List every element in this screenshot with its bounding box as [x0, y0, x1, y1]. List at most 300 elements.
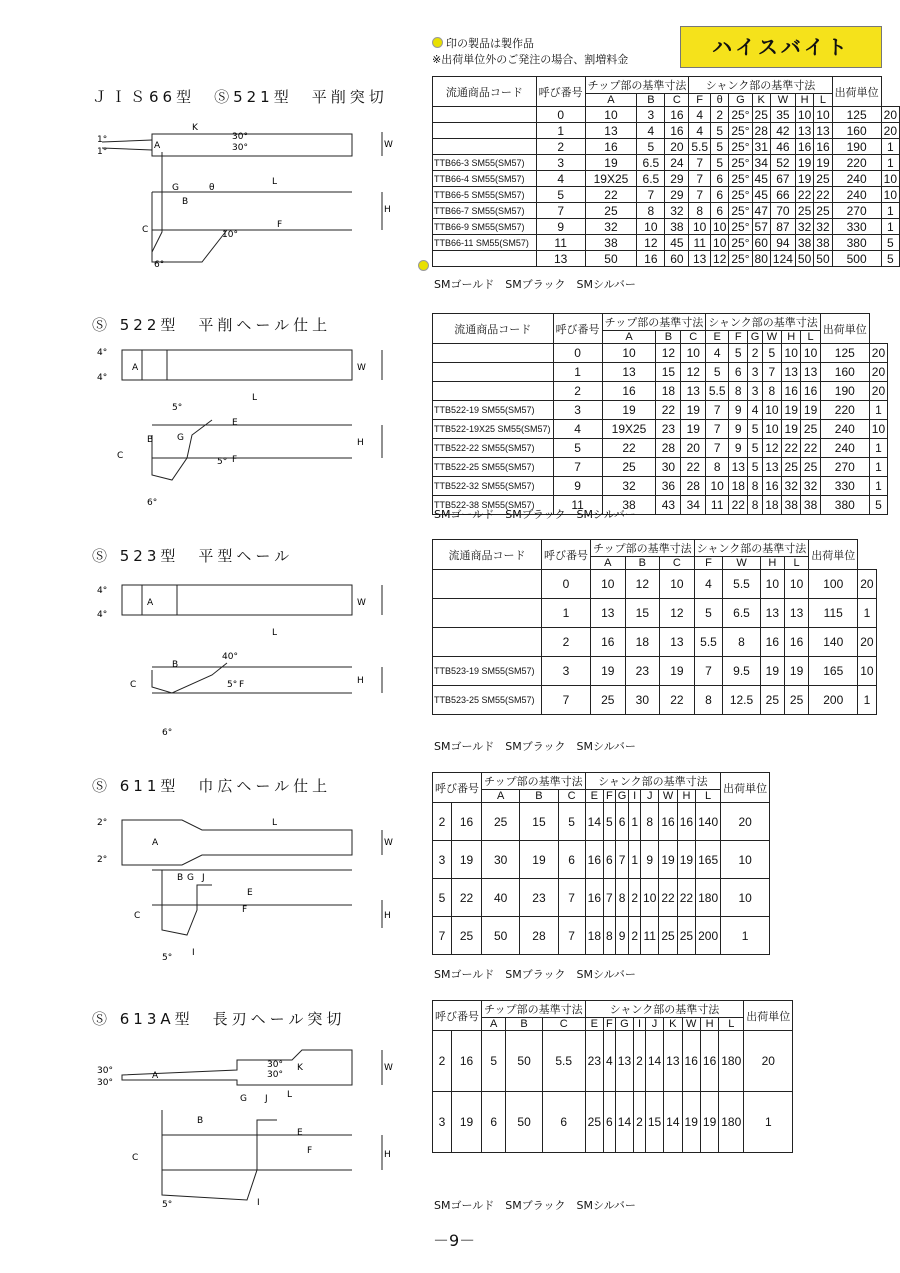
table-cell: 10 [801, 344, 820, 363]
table-cell: 20 [665, 139, 689, 155]
table-cell: 4 [694, 570, 723, 599]
table-cell: 22 [814, 187, 832, 203]
table-cell: 16 [665, 123, 689, 139]
table-cell: 2 [634, 1092, 646, 1153]
table-cell: 19 [591, 657, 626, 686]
table-cell: TTB523-25 SM55(SM57) [433, 686, 542, 715]
table-cell: 29 [665, 171, 689, 187]
table-cell: 22 [677, 879, 695, 917]
table-cell: 6 [711, 187, 729, 203]
table-cell: 25° [729, 139, 752, 155]
table-cell: 2 [433, 803, 452, 841]
table-cell: 38 [782, 496, 801, 515]
table-cell: 11 [706, 496, 729, 515]
table-cell: 23 [585, 1031, 603, 1092]
svg-text:B: B [147, 435, 154, 445]
svg-text:B: B [172, 660, 179, 670]
table-cell: 13 [795, 123, 813, 139]
svg-text:A: A [147, 598, 154, 608]
table-cell: 190 [820, 382, 869, 401]
table-cell: 28 [681, 477, 706, 496]
table-cell: 7 [706, 401, 729, 420]
table-cell: 240 [832, 187, 881, 203]
table-cell: 70 [770, 203, 795, 219]
table-cell: 7 [558, 879, 585, 917]
table-cell: 10 [591, 570, 626, 599]
table-cell: 16 [452, 803, 482, 841]
svg-text:30°: 30° [97, 1066, 113, 1076]
table-cell: 10 [782, 344, 801, 363]
table-cell: 3 [542, 657, 591, 686]
table-cell: 19 [760, 657, 784, 686]
table-cell: 19X25 [602, 420, 656, 439]
table-cell: 10 [641, 879, 659, 917]
table-cell: 22 [452, 879, 482, 917]
table-cell: 15 [645, 1092, 663, 1153]
table-cell: 7 [689, 171, 711, 187]
table-cell: 5 [433, 879, 452, 917]
table-cell: 25° [729, 155, 752, 171]
svg-text:G: G [240, 1094, 247, 1104]
table-cell: 10 [721, 879, 770, 917]
svg-text:I: I [192, 948, 195, 958]
svg-text:B: B [182, 197, 189, 207]
table-cell: 100 [809, 570, 858, 599]
table-cell: 22 [585, 187, 637, 203]
table-cell: 36 [656, 477, 681, 496]
table-cell: 8 [615, 879, 629, 917]
table-cell: 8 [604, 917, 616, 955]
table-cell: 5 [536, 187, 585, 203]
table-cell: 9 [615, 917, 629, 955]
table-row [433, 570, 877, 599]
table-cell: 16 [585, 139, 637, 155]
table-cell: 8 [748, 496, 762, 515]
svg-text:5°: 5° [162, 1200, 173, 1210]
section-title-521: ＪＩＳ66型 Ⓢ521型 平削突切 [92, 88, 388, 106]
table-cell: TTB523-19 SM55(SM57) [433, 657, 542, 686]
table-cell: 200 [696, 917, 721, 955]
table-cell: 20 [881, 123, 899, 139]
table-cell: 10 [660, 570, 695, 599]
table-cell: 1 [869, 477, 887, 496]
table-cell: 13 [689, 251, 711, 267]
svg-text:W: W [384, 838, 393, 848]
table-cell: 25 [801, 458, 820, 477]
table-cell: 9 [729, 439, 748, 458]
table-cell: 3 [748, 382, 762, 401]
svg-text:A: A [152, 1071, 159, 1081]
table-cell: 125 [820, 344, 869, 363]
table-cell: 38 [665, 219, 689, 235]
table-cell: 10 [681, 344, 706, 363]
table-cell: 4 [689, 107, 711, 123]
table-cell: 5 [762, 344, 781, 363]
table-cell: 2 [629, 879, 641, 917]
table-cell [433, 139, 537, 155]
table-cell: 16 [795, 139, 813, 155]
table-cell: 42 [770, 123, 795, 139]
table-cell: 22 [602, 439, 656, 458]
note-521: SMゴールド SMブラック SMシルバー [434, 278, 636, 291]
table-cell: 19 [452, 1092, 482, 1153]
table-cell: 4 [604, 1031, 616, 1092]
table-cell: 19 [682, 1092, 700, 1153]
svg-text:C: C [132, 1153, 139, 1163]
table-cell: 4 [689, 123, 711, 139]
table-cell: 140 [809, 628, 858, 657]
table-cell: 16 [677, 803, 695, 841]
table-cell: 8 [694, 686, 723, 715]
table-cell: 16 [637, 251, 665, 267]
table-cell: 240 [820, 420, 869, 439]
table-cell: 32 [585, 219, 637, 235]
svg-text:G: G [177, 433, 184, 443]
table-cell: 25 [677, 917, 695, 955]
table-cell: 34 [752, 155, 770, 171]
table-cell: 25 [602, 458, 656, 477]
table-row [433, 123, 900, 139]
svg-text:L: L [287, 1090, 293, 1100]
table-cell: 2 [711, 107, 729, 123]
svg-text:W: W [384, 1063, 393, 1073]
svg-text:J: J [202, 873, 205, 883]
svg-text:H: H [357, 438, 364, 448]
table-cell [433, 251, 537, 267]
table-cell: 6.5 [637, 155, 665, 171]
table-cell: 3 [536, 155, 585, 171]
table-cell: 28 [520, 917, 558, 955]
table-cell: 16 [682, 1031, 700, 1092]
table-cell: 25 [784, 686, 808, 715]
table-cell: 3 [637, 107, 665, 123]
section-title-611: Ⓢ 611型 巾広ヘール仕上 [92, 777, 332, 795]
table-cell [433, 570, 542, 599]
table-cell: 25° [729, 107, 752, 123]
table-cell: 7 [689, 155, 711, 171]
table-cell: 46 [770, 139, 795, 155]
svg-text:L: L [272, 177, 278, 187]
table-cell: TTB522-25 SM55(SM57) [433, 458, 554, 477]
table-cell: 50 [814, 251, 832, 267]
table-cell: 1 [629, 803, 641, 841]
table-cell: 80 [752, 251, 770, 267]
table-cell: 5.5 [723, 570, 760, 599]
table-row [433, 219, 900, 235]
table-cell: 240 [820, 439, 869, 458]
table-cell: 4 [637, 123, 665, 139]
table-cell: 12 [656, 344, 681, 363]
table-cell: 14 [664, 1092, 682, 1153]
diagram-611 [92, 810, 412, 970]
table-cell: 330 [832, 219, 881, 235]
table-cell: 25° [729, 171, 752, 187]
table-cell: 9 [729, 401, 748, 420]
table-cell: 40 [482, 879, 520, 917]
svg-text:F: F [277, 220, 283, 230]
svg-text:G: G [172, 183, 179, 193]
svg-text:F: F [239, 680, 245, 690]
table-cell: 22 [782, 439, 801, 458]
table-cell: 20 [681, 439, 706, 458]
table-cell: 2 [629, 917, 641, 955]
table-cell: 25 [795, 203, 813, 219]
svg-text:J: J [265, 1094, 268, 1104]
table-row [433, 439, 888, 458]
table-cell: 10 [814, 107, 832, 123]
table-cell: 220 [820, 401, 869, 420]
table-cell: 5 [711, 155, 729, 171]
diagram-613a [92, 1045, 412, 1215]
table-cell: 6 [604, 1092, 616, 1153]
table-cell: 28 [752, 123, 770, 139]
diagram-523 [92, 575, 412, 740]
table-row [433, 187, 900, 203]
svg-text:F: F [307, 1146, 313, 1156]
table-cell: 25 [585, 203, 637, 219]
table-cell: 10 [869, 420, 887, 439]
diagram-522 [92, 340, 412, 510]
table-row [433, 382, 888, 401]
table-cell: 6 [542, 1092, 585, 1153]
table-cell: 29 [665, 187, 689, 203]
svg-text:θ: θ [209, 183, 215, 193]
table-cell: 16 [585, 841, 603, 879]
table-cell: 270 [820, 458, 869, 477]
svg-text:5°: 5° [172, 403, 183, 413]
category-badge: ハイスバイト [680, 26, 882, 68]
table-row [433, 628, 877, 657]
table-cell: 28 [656, 439, 681, 458]
spec-table-611: 呼び番号 チップ部の基準寸法 シャンク部の基準寸法 出荷単位 A B C E F G I J W H L 2 16 25 15 5 14 5 6 1 8 16 16 140 20 3 19 30 19 6 16 6 7 1 9 19 19 165 10 5 22 40 23 7 16 7 8 2 10 22 22 180 10 7 25 50 28 7 18 8 9 2 11 25 25 200 1 [432, 772, 770, 955]
table-cell: 125 [832, 107, 881, 123]
table-cell: 13 [602, 363, 656, 382]
table-cell: 52 [770, 155, 795, 171]
table-cell: 25 [585, 1092, 603, 1153]
table-cell: 0 [536, 107, 585, 123]
table-cell: 22 [660, 686, 695, 715]
table-cell: 5 [869, 496, 887, 515]
table-cell: 22 [656, 401, 681, 420]
table-cell: 6 [711, 171, 729, 187]
table-cell: 160 [832, 123, 881, 139]
svg-text:A: A [132, 363, 139, 373]
note-523: SMゴールド SMブラック SMシルバー [434, 740, 636, 753]
table-cell: 10 [585, 107, 637, 123]
table-cell: 16 [784, 628, 808, 657]
table-cell [433, 363, 554, 382]
table-cell: 22 [681, 458, 706, 477]
section-title-522: Ⓢ 522型 平削ヘール仕上 [92, 316, 332, 334]
table-cell: 10 [721, 841, 770, 879]
table-cell: 47 [752, 203, 770, 219]
svg-text:F: F [232, 455, 238, 465]
svg-text:4°: 4° [97, 373, 108, 383]
table-cell: 67 [770, 171, 795, 187]
svg-text:L: L [252, 393, 258, 403]
table-cell: 16 [762, 477, 781, 496]
table-cell: 11 [553, 496, 602, 515]
table-cell: 12 [762, 439, 781, 458]
table-cell: 20 [881, 107, 899, 123]
table-cell: 13 [664, 1031, 682, 1092]
table-cell: 18 [729, 477, 748, 496]
table-cell: 5 [553, 439, 602, 458]
table-cell: 22 [729, 496, 748, 515]
table-cell: 10 [689, 219, 711, 235]
table-cell: 270 [832, 203, 881, 219]
table-cell: 9 [641, 841, 659, 879]
table-cell: 0 [553, 344, 602, 363]
table-cell: 6.5 [637, 171, 665, 187]
note-made-to-order: 印の製品は製作品 [446, 37, 534, 50]
table-cell: 19 [784, 657, 808, 686]
svg-text:6°: 6° [147, 498, 158, 508]
table-cell: 5 [482, 1031, 506, 1092]
table-cell: 16 [659, 803, 677, 841]
svg-text:30°: 30° [232, 143, 248, 153]
table-cell: 10 [881, 171, 899, 187]
table-cell: 7 [637, 187, 665, 203]
table-row [433, 203, 900, 219]
table-cell: 19 [681, 420, 706, 439]
table-cell: 5 [881, 235, 899, 251]
table-cell: 190 [832, 139, 881, 155]
table-cell: 30 [656, 458, 681, 477]
svg-text:10°: 10° [222, 230, 238, 240]
yellow-dot-icon [432, 37, 443, 48]
spec-table-523: 流通商品コード 呼び番号 チップ部の基準寸法 シャンク部の基準寸法 出荷単位 A B C F W H L 0 10 12 10 4 5.5 10 10 100 20 1 13 15 12 5 6.5 13 13 115 1 2 16 18 13 5.5 8 16 16 140 20 TTB523-19 SM55(SM57) 3 19 23 19 7 9.5 19 19 165 10 TTB523-25 SM55(SM57) 7 25 30 22 8 12.5 25 25 200 1 [432, 539, 877, 715]
table-cell: 16 [760, 628, 784, 657]
table-cell: 165 [809, 657, 858, 686]
table-cell: 12.5 [723, 686, 760, 715]
table-cell: 2 [433, 1031, 452, 1092]
table-cell [433, 628, 542, 657]
svg-text:40°: 40° [222, 652, 238, 662]
table-cell: TTB66-4 SM55(SM57) [433, 171, 537, 187]
table-cell: 25 [591, 686, 626, 715]
table-cell: 14 [585, 803, 603, 841]
table-cell: 18 [656, 382, 681, 401]
table-cell: TTB522-32 SM55(SM57) [433, 477, 554, 496]
table-cell: 7 [536, 203, 585, 219]
table-cell: 12 [625, 570, 660, 599]
table-cell: 8 [762, 382, 781, 401]
table-cell: 16 [602, 382, 656, 401]
table-cell: 16 [700, 1031, 718, 1092]
table-cell: 60 [752, 235, 770, 251]
table-cell: 13 [729, 458, 748, 477]
table-cell: 124 [770, 251, 795, 267]
table-cell: 19 [801, 401, 820, 420]
table-cell: TTB522-19X25 SM55(SM57) [433, 420, 554, 439]
table-cell: TTB66-9 SM55(SM57) [433, 219, 537, 235]
note-surcharge: ※出荷単位外のご発注の場合、割増料金 [432, 53, 629, 66]
table-cell: 14 [645, 1031, 663, 1092]
table-cell: 6 [711, 203, 729, 219]
table-cell: 4 [748, 401, 762, 420]
table-cell: 23 [520, 879, 558, 917]
table-cell: 10 [881, 187, 899, 203]
table-cell: 4 [553, 420, 602, 439]
table-cell: 6 [558, 841, 585, 879]
table-cell: TTB66-11 SM55(SM57) [433, 235, 537, 251]
table-cell: 19 [585, 155, 637, 171]
table-cell: 30 [625, 686, 660, 715]
table-cell: 13 [801, 363, 820, 382]
table-cell: 12 [660, 599, 695, 628]
table-cell: 94 [770, 235, 795, 251]
table-cell: 8 [641, 803, 659, 841]
table-cell: 9 [553, 477, 602, 496]
table-cell: 1 [869, 439, 887, 458]
table-cell: 5 [729, 344, 748, 363]
svg-text:H: H [384, 205, 391, 215]
table-cell: 1 [881, 203, 899, 219]
table-cell: 4 [706, 344, 729, 363]
table-cell: 25 [814, 203, 832, 219]
table-cell: TTB522-38 SM55(SM57) [433, 496, 554, 515]
table-cell: 5 [711, 139, 729, 155]
table-cell: 25° [729, 203, 752, 219]
table-cell: 19 [660, 657, 695, 686]
table-cell: 8 [637, 203, 665, 219]
table-row [433, 171, 900, 187]
table-cell: 15 [656, 363, 681, 382]
note-611: SMゴールド SMブラック SMシルバー [434, 968, 636, 981]
table-cell: 32 [665, 203, 689, 219]
table-cell: 25° [729, 187, 752, 203]
table-cell: 10 [711, 235, 729, 251]
table-cell: 23 [656, 420, 681, 439]
svg-text:4°: 4° [97, 586, 108, 596]
table-cell: 1 [881, 219, 899, 235]
svg-text:6°: 6° [154, 260, 165, 270]
svg-text:H: H [357, 676, 364, 686]
table-cell [433, 599, 542, 628]
table-cell: 6 [482, 1092, 506, 1153]
table-cell: 18 [625, 628, 660, 657]
table-cell: 20 [869, 344, 887, 363]
table-cell: 22 [801, 439, 820, 458]
table-cell: 19 [782, 420, 801, 439]
table-cell: TTB522-22 SM55(SM57) [433, 439, 554, 458]
table-cell: 15 [625, 599, 660, 628]
table-cell: 1 [869, 401, 887, 420]
table-cell: 200 [809, 686, 858, 715]
note-613a: SMゴールド SMブラック SMシルバー [434, 1199, 636, 1212]
section-title-613a: Ⓢ 613A型 長刃ヘール突切 [92, 1010, 346, 1028]
table-cell: 16 [452, 1031, 482, 1092]
table-cell: 6.5 [723, 599, 760, 628]
table-cell: 43 [656, 496, 681, 515]
svg-text:W: W [384, 140, 393, 150]
table-cell: 3 [433, 841, 452, 879]
table-row [433, 803, 770, 841]
table-row [433, 107, 900, 123]
table-cell: 18 [762, 496, 781, 515]
table-cell: 13 [782, 363, 801, 382]
table-cell: TTB522-19 SM55(SM57) [433, 401, 554, 420]
table-cell: 165 [696, 841, 721, 879]
table-cell: 38 [795, 235, 813, 251]
table-cell: 10 [795, 107, 813, 123]
table-cell: 13 [760, 599, 784, 628]
svg-text:L: L [272, 628, 278, 638]
table-cell: 15 [520, 803, 558, 841]
table-cell: 13 [536, 251, 585, 267]
table-cell: 25° [729, 123, 752, 139]
